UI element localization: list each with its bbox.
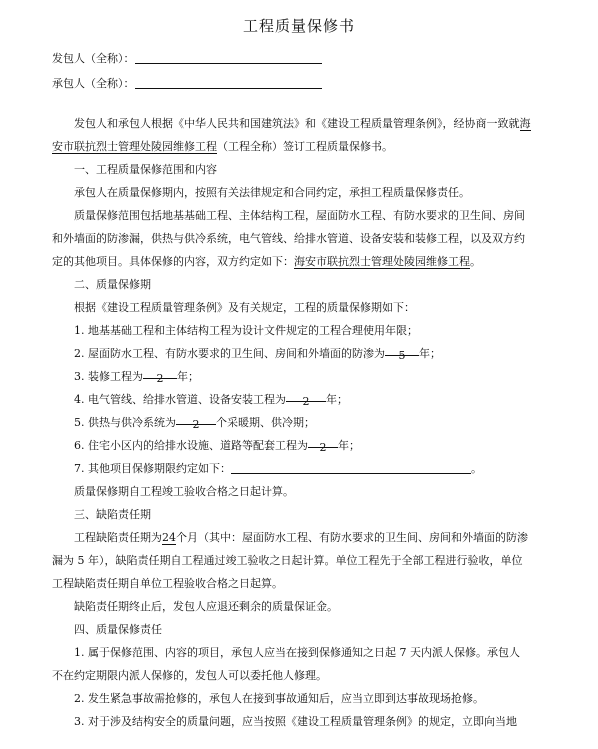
contractor-field xyxy=(52,75,322,91)
employer-label: 发包人（全称）： xyxy=(52,52,135,65)
warranty-item-4: 4. 电气管线、给排水管道、设备安装工程为 2 年； xyxy=(52,388,560,411)
facilities-years-value: 2 xyxy=(308,436,338,448)
warranty-item-2: 2. 屋面防水工程、有防水要求的卫生间、房间和外墙面的防渗为 5 年； xyxy=(52,342,560,365)
section-1-p1: 承包人在质量保修期内，按照有关法律规定和合同约定，承担工程质量保修责任。 xyxy=(74,186,470,199)
section-3-p1-line2: 漏为 5 年），缺陷责任期自工程通过竣工验收之日起计算。单位工程先于全部工程进行验收，单位 xyxy=(52,554,523,567)
electrical-years-value: 2 xyxy=(286,390,326,402)
employer-blank-line xyxy=(135,52,322,64)
responsibility-item-1-line1: 1. 属于保修范围、内容的项目，承包人应当在接到保修通知之日起 7 天内派人保修。承包人 xyxy=(74,646,520,659)
decoration-years-value: 2 xyxy=(143,367,177,379)
section-1-p2-line2: 和外墙面的防渗漏，供热与供冷系统，电气管线、给排水管道、设备安装和装修工程，以及双方约 xyxy=(52,232,525,245)
section-1 xyxy=(52,158,560,273)
other-items-blank-line xyxy=(231,462,471,474)
project-name-part2: 安市联抗烈士管理处陵园维修工程 xyxy=(52,140,217,153)
project-name-part1: 海 xyxy=(519,117,531,130)
waterproof-years-value: 5 xyxy=(385,344,419,356)
document-title: 工程质量保修书 xyxy=(242,17,355,35)
section-2 xyxy=(52,273,560,503)
intro-paragraph xyxy=(52,112,560,158)
responsibility-item-3: 3. 对于涉及结构安全的质量问题，应当按照《建设工程质量管理条例》的规定，立即向当地 xyxy=(74,715,517,728)
section-1-heading: 一、工程质量保修范围和内容 xyxy=(74,163,217,176)
warranty-content-value: 海安市联抗烈士管理处陵园维修工程 xyxy=(294,255,470,268)
employer-field xyxy=(52,50,322,66)
section-3-heading: 三、缺陷责任期 xyxy=(74,508,151,521)
intro-line-2: 安市联抗烈士管理处陵园维修工程（工程全称）签订工程质量保修书。 xyxy=(52,140,393,153)
section-3-p1-line1: 工程缺陷责任期为24个月（其中：屋面防水工程、有防水要求的卫生间、房间和外墙面的防渗 xyxy=(74,531,528,544)
intro-line-1: 发包人和承包人根据《中华人民共和国建筑法》和《建设工程质量管理条例》，经协商一致就海 xyxy=(74,117,531,130)
section-2-closing: 质量保修期自工程竣工验收合格之日起计算。 xyxy=(74,485,294,498)
section-1-p2-line3: 定的其他项目。具体保修的内容，双方约定如下：海安市联抗烈士管理处陵园维修工程。 xyxy=(52,255,481,268)
heating-periods-value: 2 xyxy=(176,413,216,425)
section-1-p2-line1: 质量保修范围包括地基基础工程、主体结构工程，屋面防水工程、有防水要求的卫生间、房间 xyxy=(74,209,525,222)
contractor-label: 承包人（全称）： xyxy=(52,77,135,90)
responsibility-item-2: 2. 发生紧急事故需抢修的，承包人在接到事故通知后，应当立即到达事故现场抢修。 xyxy=(74,692,484,705)
warranty-item-6: 6. 住宅小区内的给排水设施、道路等配套工程为 2 年； xyxy=(52,434,560,457)
warranty-item-1: 1. 地基基础工程和主体结构工程为设计文件规定的工程合理使用年限； xyxy=(74,324,418,337)
section-2-intro: 根据《建设工程质量管理条例》及有关规定，工程的质量保修期如下： xyxy=(74,301,415,314)
section-4 xyxy=(52,618,560,733)
section-3-p1-line3: 工程缺陷责任期自单位工程验收合格之日起算。 xyxy=(52,577,283,590)
section-3-p2: 缺陷责任期终止后，发包人应退还剩余的质量保证金。 xyxy=(74,600,338,613)
warranty-item-5: 5. 供热与供冷系统为 2 个采暖期、供冷期； xyxy=(52,411,560,434)
warranty-item-7: 7. 其他项目保修期限约定如下： 。 xyxy=(74,462,482,475)
defect-period-months-value: 24 xyxy=(162,531,176,544)
section-4-heading: 四、质量保修责任 xyxy=(74,623,162,636)
contractor-blank-line xyxy=(135,77,322,89)
section-2-heading: 二、质量保修期 xyxy=(74,278,151,291)
responsibility-item-1-line2: 不在约定期限内派人保修的，发包人可以委托他人修理。 xyxy=(52,669,327,682)
section-3 xyxy=(52,503,560,618)
warranty-item-3: 3. 装修工程为 2 年； xyxy=(52,365,560,388)
